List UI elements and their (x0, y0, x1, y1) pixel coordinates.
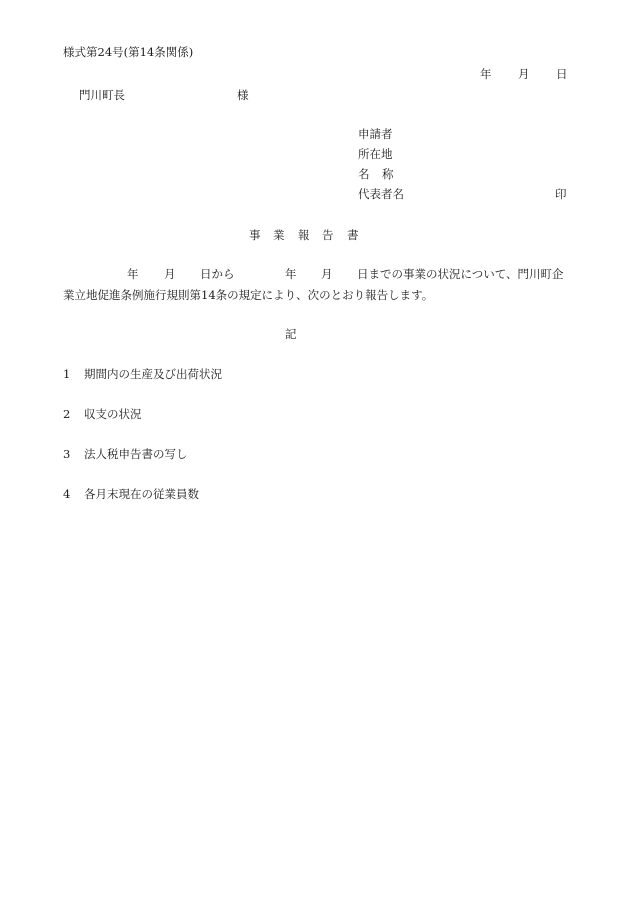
applicant-representative-label: 代表者名 (358, 187, 404, 201)
item-number-4: 4 (63, 487, 71, 501)
date-year-label: 年 (480, 67, 492, 81)
applicant-name-label-first: 名 (358, 167, 370, 181)
period-year-2: 年 (285, 267, 297, 281)
item-number-1: 1 (63, 367, 71, 381)
title-char-5: 書 (347, 228, 359, 242)
addressee-name: 門川町長 (79, 88, 125, 102)
ki-mark: 記 (285, 327, 297, 341)
item-text-3: 法人税申告書の写し (84, 447, 188, 461)
applicant-address-label: 所在地 (358, 147, 393, 161)
item-text-4: 各月末現在の従業員数 (84, 487, 199, 501)
title-char-4: 告 (322, 228, 334, 242)
period-month-1: 月 (164, 267, 176, 281)
period-year-1: 年 (127, 267, 139, 281)
date-month-label: 月 (518, 67, 530, 81)
title-char-2: 業 (273, 228, 285, 242)
item-text-1: 期間内の生産及び出荷状況 (84, 367, 222, 381)
body-line2: 業立地促進条例施行規則第14条の規定により、次のとおり報告します。 (63, 288, 434, 302)
title-char-1: 事 (249, 228, 261, 242)
form-label: 様式第24号(第14条関係) (63, 45, 194, 59)
body-line1-rest: 日までの事業の状況について、門川町企 (357, 267, 564, 281)
period-from: 日から (200, 267, 235, 281)
period-month-2: 月 (321, 267, 333, 281)
date-day-label: 日 (556, 67, 568, 81)
applicant-name-label-second: 称 (382, 167, 394, 181)
item-number-3: 3 (63, 447, 71, 461)
item-text-2: 収支の状況 (84, 407, 142, 421)
applicant-heading: 申請者 (358, 127, 393, 141)
item-number-2: 2 (63, 407, 71, 421)
addressee-honorific: 様 (237, 88, 249, 102)
title-char-3: 報 (298, 228, 310, 242)
seal-mark: 印 (555, 187, 567, 201)
